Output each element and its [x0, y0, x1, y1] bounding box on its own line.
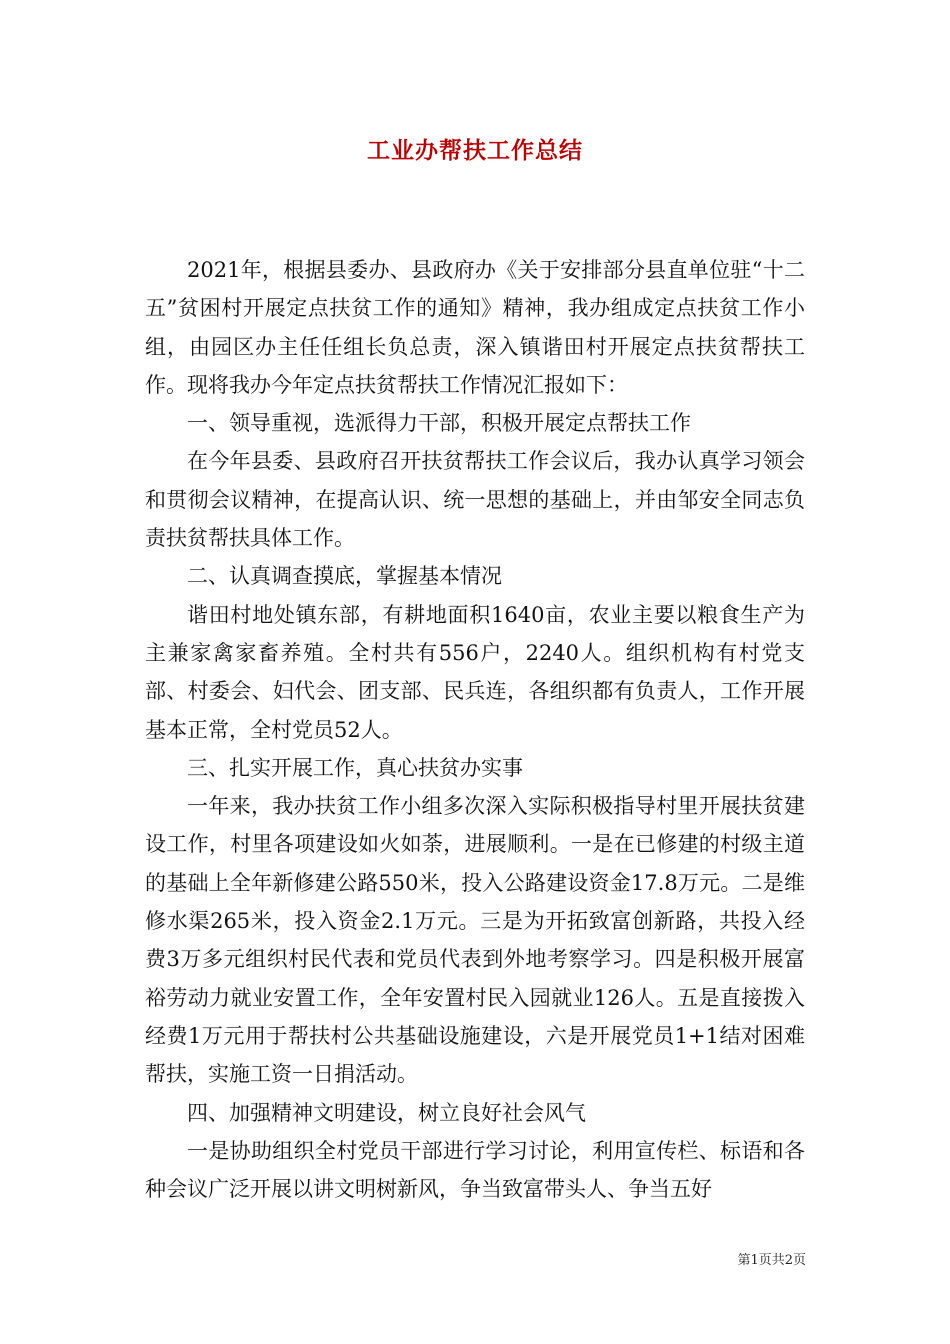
paragraph-section-1: 在今年县委、县政府召开扶贫帮扶工作会议后，我办认真学习领会和贯彻会议精神，在提高认识、统一思想的基础上，并由邹安全同志负责扶贫帮扶具体工作。	[145, 449, 805, 551]
paragraph-intro: 2021年，根据县委办、县政府办《关于安排部分县直单位驻“十二五”贫困村开展定点扶贫工作的通知》精神，我办组成定点扶贫工作小组，由园区办主任任组长负总责，深入镇谐田村开展定点扶贫帮扶工作。现将我办今年定点扶贫帮扶工作情况汇报如下：	[145, 258, 805, 397]
paragraph-section-2: 谐田村地处镇东部，有耕地面积1640亩，农业主要以粮食生产为主兼家禽家畜养殖。全村共有556户，2240人。组织机构有村党支部、村委会、妇代会、团支部、民兵连，各组织都有负责人，工作开展基本正常，全村党员52人。	[145, 602, 805, 742]
paragraph-section-4: 一是协助组织全村党员干部进行学习讨论，利用宣传栏、标语和各种会议广泛开展以讲文明树新风，争当致富带头人、争当五好	[145, 1138, 805, 1202]
document-body	[145, 251, 805, 1208]
section-heading-4: 四、加强精神文明建设，树立良好社会风气	[187, 1100, 586, 1125]
page-number: 第1页共2页	[737, 1253, 806, 1268]
section-heading-2: 二、认真调查摸底，掌握基本情况	[187, 564, 502, 589]
paragraph-section-3: 一年来，我办扶贫工作小组多次深入实际积极指导村里开展扶贫建设工作，村里各项建设如火如荼，进展顺利。一是在已修建的村级主道的基础上全年新修建公路550米，投入公路建设资金17.8万元。二是维修水渠265米，投入资金2.1万元。三是为开拓致富创新路，共投入经费3万多元组织村民代表和党员代表到外地考察学习。四是积极开展富裕劳动力就业安置工作，全年安置村民入园就业126人。五是直接拨入经费1万元用于帮扶村公共基础设施建设，六是开展党员1+1结对困难帮扶，实施工资一日捐活动。	[145, 794, 805, 1087]
section-heading-3: 三、扎实开展工作，真心扶贫办实事	[187, 755, 523, 780]
document-title: 工业办帮扶工作总结	[367, 137, 583, 164]
section-heading-1: 一、领导重视，选派得力干部，积极开展定点帮扶工作	[187, 411, 691, 436]
